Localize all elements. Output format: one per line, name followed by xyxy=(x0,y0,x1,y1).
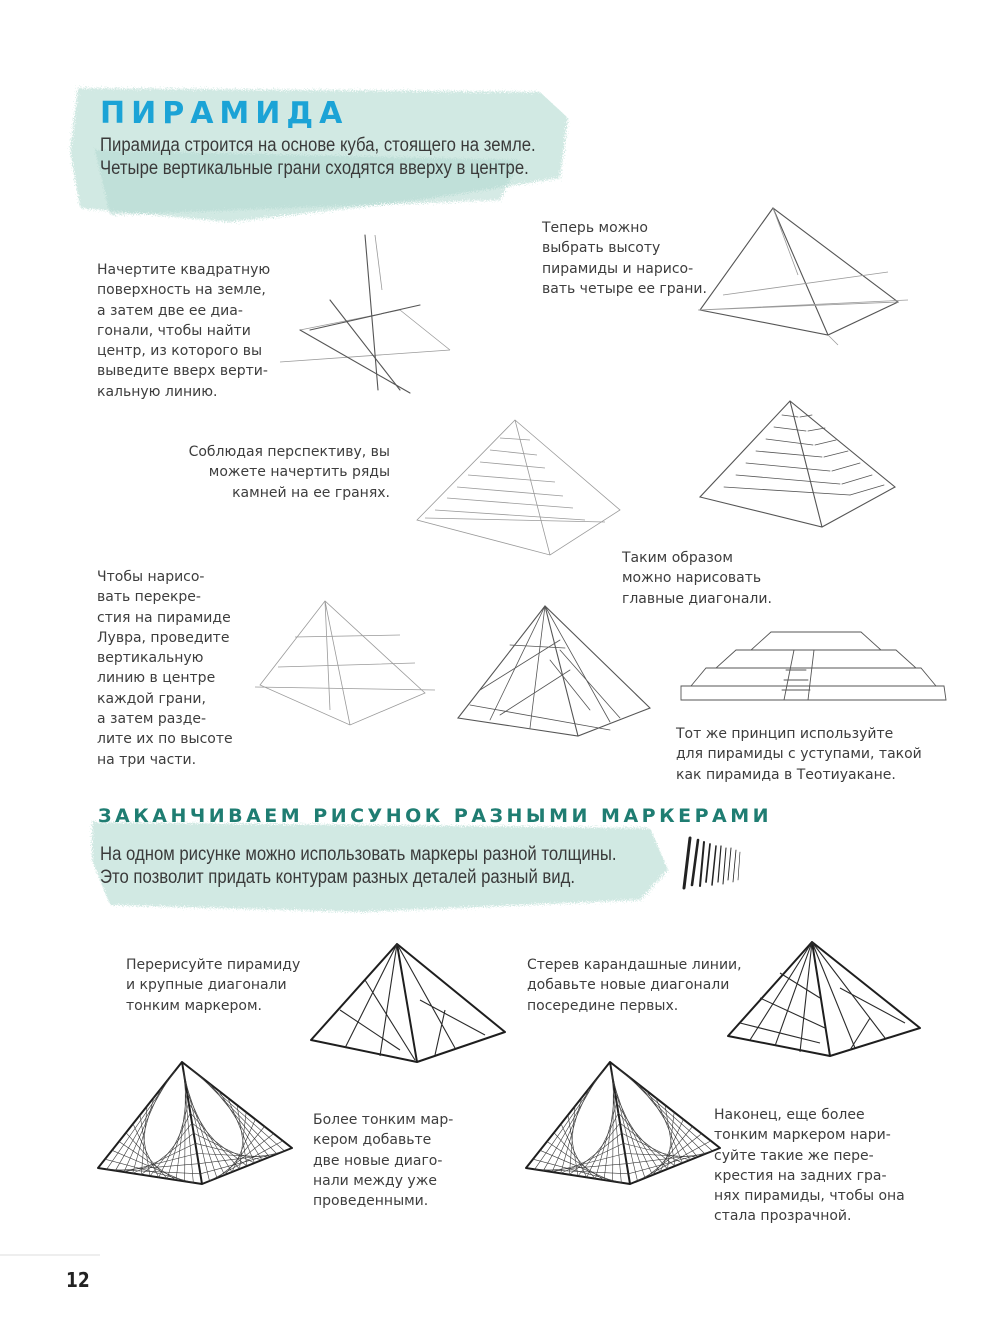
caption-step6 xyxy=(676,724,922,785)
grid-line xyxy=(561,1124,587,1178)
caption-line: можете начертить ряды xyxy=(208,464,390,481)
caption-line: можно нарисовать xyxy=(622,570,762,587)
caption-line: Тот же принцип используйте xyxy=(676,726,894,742)
caption-line: Начертите квадратную xyxy=(97,262,271,278)
sketch-stone-rows xyxy=(405,410,630,565)
caption-line: и крупные диагонали xyxy=(126,977,287,994)
caption-line: Теперь можно xyxy=(542,220,648,236)
ink-pyramid-step1 xyxy=(305,940,515,1070)
caption-line: суйте такие же пере- xyxy=(714,1147,874,1164)
ink-pyramid-step4 xyxy=(520,1058,730,1188)
caption-line: камней на ее гранях. xyxy=(232,484,390,501)
caption-line: Наконец, еще более xyxy=(714,1107,865,1123)
sketch-pyramid-faces xyxy=(688,200,918,350)
caption-line: нали между уже xyxy=(313,1172,437,1189)
section-title-pyramid: ПИРАМИДА xyxy=(100,96,349,131)
caption-line: добавьте новые диагонали xyxy=(527,977,730,994)
caption-line: Таким образом xyxy=(622,550,733,566)
caption-line: центр, из которого вы xyxy=(97,343,263,360)
ink-pyramid-step2 xyxy=(720,938,930,1063)
grid-line xyxy=(578,1123,620,1176)
caption-line: а затем две ее диа- xyxy=(97,302,243,319)
caption-line: как пирамида в Теотиуакане. xyxy=(676,766,896,783)
section-lead-1 xyxy=(100,134,536,180)
ink-pyramid-step3 xyxy=(92,1058,302,1188)
caption-line: линию в центре xyxy=(97,670,216,687)
caption-step3 xyxy=(180,442,390,503)
grid-line xyxy=(150,1123,192,1176)
grid-line xyxy=(569,1133,621,1175)
caption-line: вертикальную xyxy=(97,650,204,667)
caption-line: тонким маркером нари- xyxy=(714,1127,891,1144)
caption-line: на три части. xyxy=(97,751,197,768)
caption-marker1 xyxy=(126,955,300,1016)
sketch-louvre-construction xyxy=(240,595,440,730)
caption-line: а затем разде- xyxy=(97,711,207,728)
caption-line: вать четыре ее грани. xyxy=(542,280,707,297)
caption-step2 xyxy=(542,218,707,299)
caption-line: пирамиды и нарисо- xyxy=(542,260,694,277)
grid-line xyxy=(622,1133,683,1163)
caption-line: кальную линию. xyxy=(97,383,218,400)
caption-line: нях пирамиды, чтобы она xyxy=(714,1188,905,1205)
caption-step1 xyxy=(97,260,270,402)
caption-line: каждой грани, xyxy=(97,690,206,707)
caption-line: главные диагонали. xyxy=(622,590,772,607)
caption-marker2 xyxy=(527,955,742,1016)
page-number: 12 xyxy=(66,1268,90,1292)
caption-line: Стерев карандашные линии, xyxy=(527,957,742,973)
section-lead-2 xyxy=(100,843,617,889)
caption-line: для пирамиды с уступами, такой xyxy=(676,746,922,763)
grid-line xyxy=(133,1124,159,1178)
caption-line: крестия на задних гра- xyxy=(714,1167,887,1184)
caption-line: кером добавьте xyxy=(313,1132,432,1149)
caption-line: вать перекре- xyxy=(97,589,201,606)
caption-line: гонали, чтобы найти xyxy=(97,322,251,339)
caption-line: выбрать высоту xyxy=(542,240,661,257)
grid-line xyxy=(141,1133,193,1175)
caption-line: Перерисуйте пирамиду xyxy=(126,957,301,973)
caption-line: тонким маркером. xyxy=(126,997,263,1014)
lead-line: Это позволит придать контурам разных деталей разный вид. xyxy=(100,867,576,888)
caption-line: стия на пирамиде xyxy=(97,609,231,626)
sketch-pyramid-bricks xyxy=(690,395,910,540)
caption-step4 xyxy=(97,567,233,770)
caption-line: две новые диаго- xyxy=(313,1152,443,1169)
sketch-base-square xyxy=(270,230,460,400)
caption-line: поверхность на земле, xyxy=(97,282,266,299)
caption-line: Соблюдая перспективу, вы xyxy=(188,444,390,460)
caption-line: проведенными. xyxy=(313,1193,429,1210)
caption-marker3 xyxy=(313,1110,453,1211)
sketch-stepped-pyramid xyxy=(676,620,951,710)
sketch-louvre-diagonals xyxy=(450,600,660,740)
caption-line: посередине первых. xyxy=(527,997,679,1014)
caption-line: лите их по высоте xyxy=(97,731,233,748)
caption-line: Лувра, проведите xyxy=(97,629,230,646)
grid-line xyxy=(194,1133,255,1163)
section-title-markers: ЗАКАНЧИВАЕМ РИСУНОК РАЗНЫМИ МАРКЕРАМИ xyxy=(98,805,773,827)
caption-line: Более тонким мар- xyxy=(313,1112,454,1128)
caption-line: стала прозрачной. xyxy=(714,1208,852,1225)
caption-marker4 xyxy=(714,1105,905,1227)
marker-stroke-sample xyxy=(676,830,751,895)
page-number-rule xyxy=(0,1254,100,1256)
caption-line: Чтобы нарисо- xyxy=(97,569,205,585)
lead-line: Пирамида строится на основе куба, стоящего на земле. xyxy=(100,135,536,156)
lead-line: Четыре вертикальные грани сходятся вверху в центре. xyxy=(100,158,529,179)
lead-line: На одном рисунке можно использовать маркеры разной толщины. xyxy=(100,844,617,865)
caption-line: выведите вверх верти- xyxy=(97,363,268,380)
